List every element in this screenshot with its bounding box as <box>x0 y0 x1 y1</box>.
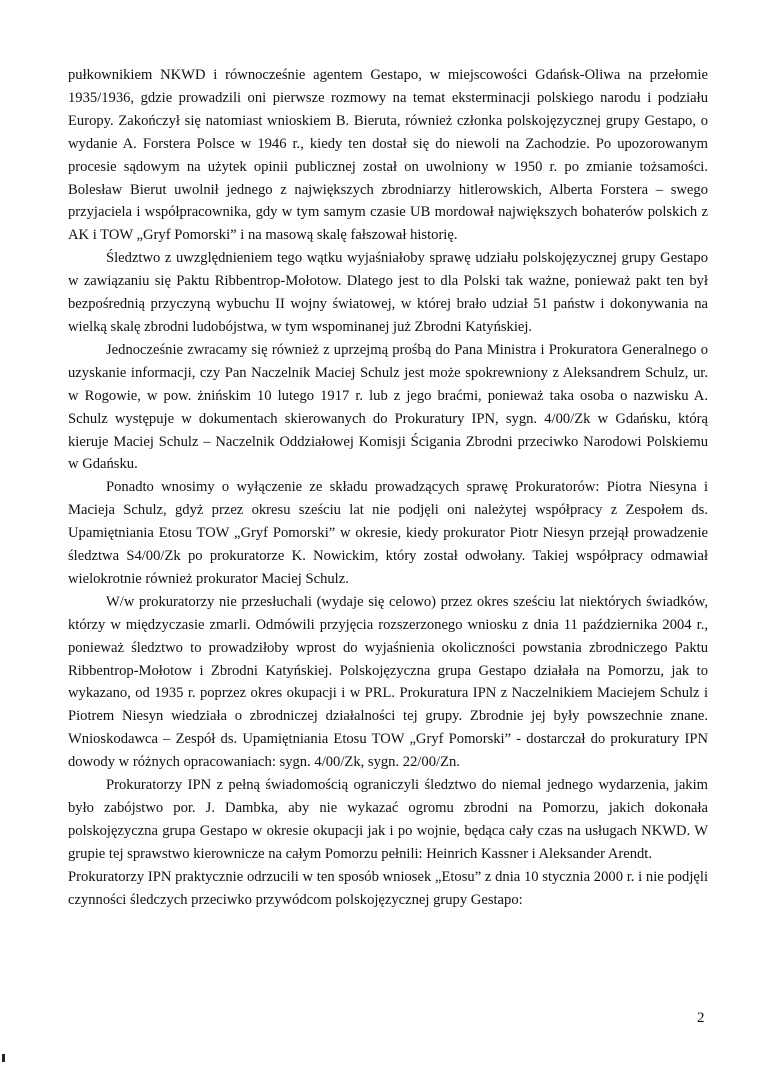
paragraph-3: Jednocześnie zwracamy się również z uprzejmą prośbą do Pana Ministra i Prokuratora Generalnego o uzyskanie informacji, czy Pan Naczelnik Maciej Schulz jest może spokrewniony z Aleksandrem Schulz, ur. w Rogowie, w pow. żnińskim 10 lutego 1917 r. lub z jego braćmi, ponieważ taka osoba o nazwisku A. Schulz występuje w dokumentach skierowanych do Prokuratury IPN, sygn. 4/00/Zk w Gdańsku, którą kieruje Maciej Schulz – Naczelnik Oddziałowej Komisji Ścigania Zbrodni przeciwko Narodowi Polskiemu w Gdańsku. <box>68 341 708 473</box>
page-number: 2 <box>697 1010 705 1026</box>
document-body <box>68 64 708 912</box>
paragraph-6: Prokuratorzy IPN z pełną świadomością ograniczyli śledztwo do niemal jednego wydarzenia, jakim było zabójstwo por. J. Dambka, aby nie wykazać ogromu zbrodni na Pomorzu, jakich dokonała polskojęzyczna grupa Gestapo w okresie okupacji jak i po wojnie, będąca cały czas na usługach NKWD. W grupie tej sprawstwo kierownicze na całym Pomorzu pełnili: Heinrich Kassner i Aleksander Arendt. <box>68 777 708 862</box>
paragraph-1: pułkownikiem NKWD i równocześnie agentem Gestapo, w miejscowości Gdańsk-Oliwa na przełomie 1935/1936, gdzie prowadzili oni pierwsze rozmowy na temat eksterminacji polskiego narodu i podziału Europy. Zakończył się natomiast wnioskiem B. Bieruta, również członka polskojęzycznej grupy Gestapo, o wydanie A. Forstera Polsce w 1946 r., kiedy ten dostał się do niewoli na Zachodzie. Po upozorowanym procesie sądowym na użytek opinii publicznej został on uwolniony w 1950 r. po zmianie tożsamości. Bolesław Bierut uwolnił jednego z największych zbrodniarzy hitlerowskich, Alberta Forstera – swego przyjaciela i współpracownika, gdy w tym samym czasie UB mordował największych bohaterów polskich z AK i TOW „Gryf Pomorski” i na masową skalę fałszował historię. <box>68 67 708 244</box>
paragraph-4: Ponadto wnosimy o wyłączenie ze składu prowadzących sprawę Prokuratorów: Piotra Niesyna i Macieja Schulz, gdyż przez okresu sześciu lat nie podjęli oni należytej współpracy z Zespołem ds. Upamiętniania Etosu TOW „Gryf Pomorski” w okresie, kiedy prokurator Piotr Niesyn przejął prowadzenie śledztwa S4/00/Zk po prokuratorze K. Nowickim, który został odwołany. Takiej współpracy odmawiał wielokrotnie również prokurator Maciej Schulz. <box>68 479 708 587</box>
paragraph-7: Prokuratorzy IPN praktycznie odrzucili w ten sposób wniosek „Etosu” z dnia 10 stycznia 2000 r. i nie podjęli czynności śledczych przeciwko przywódcom polskojęzycznej grupy Gestapo: <box>68 868 708 908</box>
scan-artifact <box>2 1054 5 1062</box>
paragraph-5: W/w prokuratorzy nie przesłuchali (wydaje się celowo) przez okres sześciu lat niektórych świadków, którzy w międzyczasie zmarli. Odmówili przyjęcia rozszerzonego wniosku z dnia 11 października 2004 r., ponieważ śledztwo to prowadziłoby wprost do wyjaśnienia okoliczności powstania zbrodniczego Paktu Ribbentrop-Mołotow i Zbrodni Katyńskiej. Polskojęzyczna grupa Gestapo działała na Pomorzu, jak to wykazano, od 1935 r. poprzez okres okupacji i w PRL. Prokuratura IPN z Naczelnikiem Maciejem Schulz i Piotrem Niesyn wiedziała o zbrodniczej działalności tej grupy. Zbrodnie jej były powszechnie znane. Wnioskodawca – Zespół ds. Upamiętniania Etosu TOW „Gryf Pomorski” - dostarczał do prokuratury IPN dowody w różnych opracowaniach: sygn. 4/00/Zk, sygn. 22/00/Zn. <box>68 593 708 771</box>
paragraph-2: Śledztwo z uwzględnieniem tego wątku wyjaśniałoby sprawę udziału polskojęzycznej grupy Gestapo w zawiązaniu się Paktu Ribbentrop-Mołotow. Dlatego jest to dla Polski tak ważne, ponieważ pakt ten był bezpośrednią przyczyną wybuchu II wojny światowej, w której brało udział 51 państw i dokonywania na wielką skalę zbrodni ludobójstwa, w tym wspominanej już Zbrodni Katyńskiej. <box>68 250 708 335</box>
